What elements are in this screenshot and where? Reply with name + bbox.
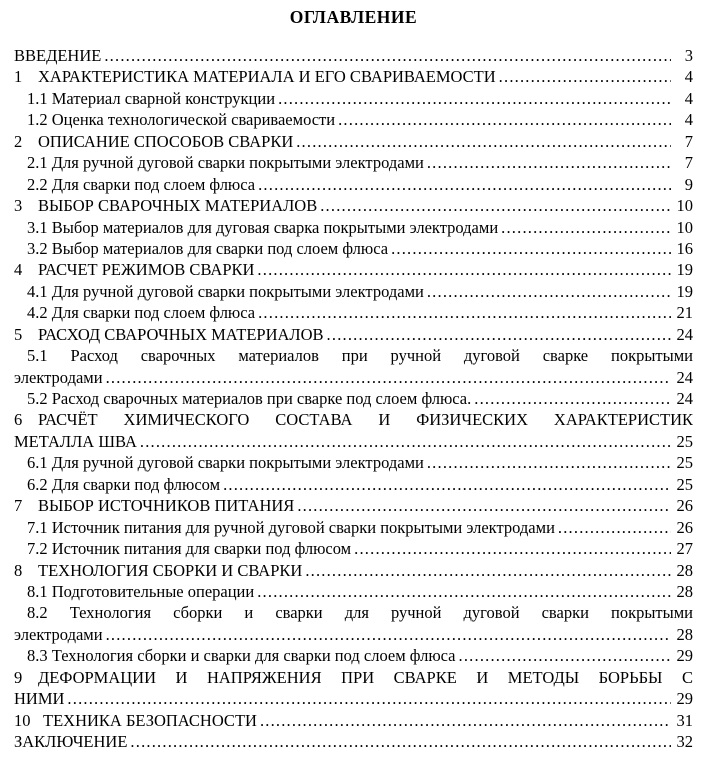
toc-page-number: 24 xyxy=(676,389,693,408)
dot-leader xyxy=(106,367,671,388)
toc-entry-text: 3.1 Выбор материалов для дуговая сварка покрытыми электродами xyxy=(27,217,499,237)
toc-entry xyxy=(14,409,693,430)
dot-leader xyxy=(338,109,671,130)
toc-entry xyxy=(14,88,693,109)
toc-entry xyxy=(14,45,693,66)
dot-leader xyxy=(327,324,671,345)
toc-entry-text: 2.1 Для ручной дуговой сварки покрытыми электродами xyxy=(27,153,424,173)
toc-entry-number: 9 xyxy=(14,667,23,687)
toc-page-number: 16 xyxy=(676,238,693,258)
toc-entry-text: 1.2 Оценка технологической свариваемости xyxy=(27,110,336,130)
dot-leader xyxy=(258,174,671,195)
toc-entry xyxy=(14,281,693,302)
toc-entry-text: 5.2 Расход сварочных материалов при сварке под слоем флюса. xyxy=(27,389,472,408)
dot-leader xyxy=(501,217,671,238)
toc-entry-text: 2.2 Для сварки под слоем флюса xyxy=(27,174,256,194)
toc-entry-text: ТЕХНИКА БЕЗОПАСНОСТИ xyxy=(43,710,257,730)
dot-leader xyxy=(305,560,671,581)
dot-leader xyxy=(257,581,671,602)
toc-entry xyxy=(14,624,693,645)
toc-entry xyxy=(14,560,693,581)
toc-entry-text: 8.3 Технология сборки и сварки для сварки под слоем флюса xyxy=(27,646,456,666)
toc-entry-number: 4 xyxy=(14,260,23,280)
toc-entry xyxy=(14,517,693,538)
toc-entry-text: электродами xyxy=(14,367,103,387)
toc-entry-text: 4.1 Для ручной дуговой сварки покрытыми электродами xyxy=(27,281,424,301)
dot-leader xyxy=(106,624,671,645)
toc-entry-text: ХАРАКТЕРИСТИКА МАТЕРИАЛА И ЕГО СВАРИВАЕМОСТИ xyxy=(38,67,496,87)
dot-leader xyxy=(223,474,671,495)
dot-leader xyxy=(258,302,671,323)
toc-page-number: 10 xyxy=(676,217,693,237)
dot-leader xyxy=(427,452,671,473)
toc-entry xyxy=(14,667,693,688)
toc-entry xyxy=(14,367,693,388)
toc-entry-text: ВЫБОР СВАРОЧНЫХ МАТЕРИАЛОВ xyxy=(38,196,318,216)
toc-page-number: 4 xyxy=(684,67,693,87)
toc-entry xyxy=(14,195,693,216)
toc-page-number: 28 xyxy=(676,624,693,644)
toc-entry-text: МЕТАЛЛА ШВА xyxy=(14,431,137,451)
toc-entry-text: РАСЧЁТ ХИМИЧЕСКОГО СОСТАВА И ФИЗИЧЕСКИХ ХАРАКТЕРИСТИК xyxy=(38,410,693,430)
dot-leader xyxy=(391,238,671,259)
dot-leader xyxy=(354,538,671,559)
toc-page-number: 10 xyxy=(676,196,693,216)
dot-leader xyxy=(257,259,671,280)
dot-leader xyxy=(296,131,671,152)
toc-entry-text: 6.2 Для сварки под флюсом xyxy=(27,474,221,494)
toc-page-number: 29 xyxy=(676,646,693,666)
toc-entry xyxy=(14,238,693,259)
toc-entry-text: 3.2 Выбор материалов для сварки под слоем флюса xyxy=(27,238,389,258)
toc-entry xyxy=(14,152,693,173)
toc-entry-text: РАСХОД СВАРОЧНЫХ МАТЕРИАЛОВ xyxy=(38,324,324,344)
toc-entry-text: ВЫБОР ИСТОЧНИКОВ ПИТАНИЯ xyxy=(38,496,295,516)
toc-entry xyxy=(14,645,693,666)
toc-entry-number: 3 xyxy=(14,196,23,216)
dot-leader xyxy=(427,152,671,173)
toc-entry xyxy=(14,324,693,345)
toc-entry xyxy=(14,602,693,623)
toc-entry-text: 7.1 Источник питания для ручной дуговой сварки покрытыми электродами xyxy=(27,517,555,537)
dot-leader xyxy=(140,431,671,452)
toc-entry-text: ЗАКЛЮЧЕНИЕ xyxy=(14,732,128,751)
page-title: ОГЛАВЛЕНИЕ xyxy=(289,7,418,27)
toc-entry-text: ТЕХНОЛОГИЯ СБОРКИ И СВАРКИ xyxy=(38,560,303,580)
toc-entry-text: электродами xyxy=(14,624,103,644)
toc-entry xyxy=(14,538,693,559)
toc-entry-text: ОПИСАНИЕ СПОСОБОВ СВАРКИ xyxy=(38,131,294,151)
toc-entry-text: НИМИ xyxy=(14,689,65,709)
toc-page-number: 26 xyxy=(676,496,693,516)
toc-entry xyxy=(14,259,693,280)
toc-entry-number: 2 xyxy=(14,131,23,151)
toc-entry-number: 6 xyxy=(14,410,23,430)
toc-page-number: 25 xyxy=(676,474,693,494)
toc-entry xyxy=(14,109,693,130)
toc-entry xyxy=(14,388,693,409)
toc-entry xyxy=(14,688,693,709)
toc-page-number: 4 xyxy=(684,88,693,108)
toc-entry xyxy=(14,710,693,731)
toc-entry xyxy=(14,174,693,195)
toc-entry-number: 8 xyxy=(14,560,23,580)
toc-entry xyxy=(14,731,693,752)
toc-entry-number: 1 xyxy=(14,67,23,87)
dot-leader xyxy=(67,688,671,709)
table-of-contents xyxy=(14,45,693,752)
toc-page-number: 7 xyxy=(684,153,693,173)
dot-leader xyxy=(558,517,671,538)
toc-entry-text: 7.2 Источник питания для сварки под флюсом xyxy=(27,539,352,559)
toc-page-number: 25 xyxy=(676,453,693,473)
toc-page-number: 3 xyxy=(684,46,693,65)
toc-page-number: 27 xyxy=(676,539,693,559)
toc-page-number: 31 xyxy=(676,710,693,730)
toc-page-number: 28 xyxy=(676,560,693,580)
toc-entry-text: ВВЕДЕНИЕ xyxy=(14,46,102,65)
toc-entry-number: 7 xyxy=(14,496,23,516)
toc-entry xyxy=(14,495,693,516)
toc-entry xyxy=(14,452,693,473)
toc-entry-number: 5 xyxy=(14,324,23,344)
toc-page-number: 7 xyxy=(684,131,693,151)
toc-page-number: 32 xyxy=(676,732,693,751)
toc-page-number: 9 xyxy=(684,174,693,194)
toc-entry-text: 4.2 Для сварки под слоем флюса xyxy=(27,303,256,323)
toc-page-number: 21 xyxy=(676,303,693,323)
toc-entry xyxy=(14,581,693,602)
toc-entry xyxy=(14,217,693,238)
toc-page-number: 28 xyxy=(676,581,693,601)
toc-entry-text: 6.1 Для ручной дуговой сварки покрытыми электродами xyxy=(27,453,424,473)
dot-leader xyxy=(474,388,671,409)
toc-page-number: 19 xyxy=(676,260,693,280)
dot-leader xyxy=(278,88,671,109)
toc-page-number: 19 xyxy=(676,281,693,301)
toc-entry-text: 5.1 Расход сварочных материалов при ручной дуговой сварке покрытыми xyxy=(27,346,693,366)
toc-entry-text: РАСЧЕТ РЕЖИМОВ СВАРКИ xyxy=(38,260,255,280)
toc-entry-text: 8.1 Подготовительные операции xyxy=(27,581,255,601)
dot-leader xyxy=(130,731,671,752)
dot-leader xyxy=(499,66,671,87)
dot-leader xyxy=(427,281,671,302)
toc-entry xyxy=(14,431,693,452)
toc-page-number: 29 xyxy=(676,689,693,709)
toc-entry xyxy=(14,302,693,323)
toc-entry xyxy=(14,131,693,152)
dot-leader xyxy=(459,645,671,666)
toc-entry-number: 10 xyxy=(14,710,31,730)
dot-leader xyxy=(260,710,671,731)
toc-entry-text: 8.2 Технология сборки и сварки для ручной дуговой сварки покрытыми xyxy=(27,603,693,623)
toc-page-number: 24 xyxy=(676,367,693,387)
dot-leader xyxy=(104,45,671,66)
toc-page-number: 25 xyxy=(676,431,693,451)
toc-page-number: 4 xyxy=(684,110,693,130)
toc-page-number: 24 xyxy=(676,324,693,344)
toc-entry-text: ДЕФОРМАЦИИ И НАПРЯЖЕНИЯ ПРИ СВАРКЕ И МЕТОДЫ БОРЬБЫ С xyxy=(38,667,693,687)
toc-page-number: 26 xyxy=(676,517,693,537)
toc-entry-text: 1.1 Материал сварной конструкции xyxy=(27,88,276,108)
toc-entry xyxy=(14,66,693,87)
dot-leader xyxy=(297,495,671,516)
toc-entry xyxy=(14,345,693,366)
dot-leader xyxy=(320,195,671,216)
toc-entry xyxy=(14,474,693,495)
